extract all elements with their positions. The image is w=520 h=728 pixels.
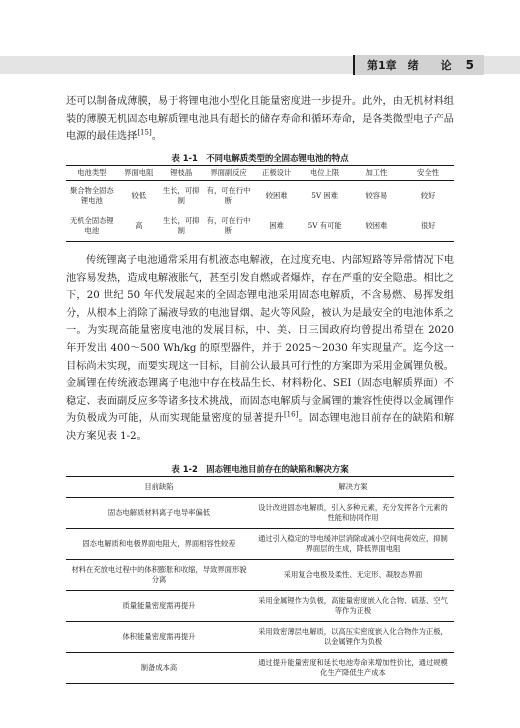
table-1-header-cell: 界面副反应 (210, 168, 247, 177)
paragraph-1-text: 还可以制备成薄膜，易于将锂电池小型化且能量密度进一步提升。此外，由无机材料组装的薄膜无机固态电解质锂电池具有超长的储存寿命和循环寿命，是各类微型电子产品电源的最佳选择 (66, 96, 454, 143)
table-2-header-cell: 解决方案 (338, 482, 368, 491)
table-row (66, 591, 454, 622)
table-cell: 高 (135, 221, 143, 230)
table-cell: 采用复合电极及柔性、无定形、凝胶态界面 (283, 570, 423, 579)
table-cell: 生长，可抑制 (162, 216, 200, 235)
paragraph-2-text: 传统锂离子电池通常采用有机液态电解液，在过度充电、内部短路等异常情况下电池容易发热，造成电解液胀气，甚至引发自燃或者爆炸，存在严重的安全隐患。相比之下，20 世纪 50 年代发展起来的全固态锂电池采用固态电解质，不含易燃、易挥发组分，从根本上消除了漏液导致的电池冒烟、起火等风险，被认为是最安全的电池体系之一。为实现高能量密度电池的发展目标，中、美、日三国政府均曾提出希望在 2020 年开发出 400～500 Wh/kg 的原型器件，并于 2025～2030 年实现量产。迄今这一目标尚未实现，而要实现这一目标，目前公认最具可行性的方案即为采用金属锂负极。金属锂在传统液态锂离子电池中存在枝晶生长、材料粉化、SEI（固态电解质界面）不稳定、表面副反应多等诸多技术挑战，而固态电解质与金属锂的兼容性使得以金属锂作为负极成为可能，从而实现能量密度的显著提升 (66, 255, 454, 425)
table-cell: 生长，可抑制 (162, 186, 200, 205)
table-cell: 固态电解质和电极界面电阻大，界面相容性较差 (82, 539, 236, 548)
table-cell: 困难 (269, 221, 284, 230)
table-2 (66, 476, 454, 684)
table-cell: 制备成本高 (140, 663, 178, 672)
table-1-header-cell: 界面电阻 (124, 168, 154, 177)
table-1-caption: 表 1-1 不同电解质类型的全固态锂电池的特点 (171, 153, 349, 163)
table-cell: 采用金属锂作为负极，高能量密度嵌入化合物、硫基、空气等作为正极 (258, 596, 448, 615)
table-row (66, 529, 454, 560)
paragraph-2 (66, 252, 454, 446)
table-row (66, 653, 454, 684)
table-row (66, 560, 454, 591)
paragraph-1-end: 。 (151, 131, 162, 143)
table-1-header-cell: 电池类型 (77, 168, 107, 177)
table-cell: 较好 (420, 191, 436, 200)
table-1-header-cell: 安全性 (417, 168, 440, 177)
table-1-header-cell: 正极设计 (262, 168, 292, 177)
table-row (66, 498, 454, 529)
table-cell: 聚合物全固态锂电池 (69, 186, 114, 205)
table-1 (66, 165, 454, 242)
table-cell: 固态电解质材料离子电导率偏低 (107, 508, 211, 517)
table-cell: 5V 有可能 (307, 221, 342, 230)
paragraph-2-end: 。固态锂电池目前存在的缺陷和解决方案见表 1-2。 (66, 413, 455, 442)
table-cell: 质量能量密度需再提升 (122, 601, 196, 610)
table-2-caption: 表 1-2 固态锂电池目前存在的缺陷和解决方案 (171, 464, 349, 474)
citation-16: [16] (283, 410, 299, 419)
table-cell: 通过引入稳定的导电缓冲层消除或减小空间电荷效应，抑制界面层的生成，降低界面电阻 (258, 534, 448, 553)
table-row (66, 211, 454, 242)
table-1-header-cell: 加工性 (365, 168, 388, 177)
table-cell: 5V 困难 (311, 191, 339, 200)
table-2-header-row (66, 477, 454, 498)
citation-15: [15] (137, 128, 152, 137)
table-cell: 较低 (131, 191, 147, 200)
table-row (66, 622, 454, 653)
table-cell: 材料在充放电过程中的体积膨胀和收缩，导致界面形貌分离 (71, 565, 247, 584)
table-cell: 设计改进固态电解质，引入多种元素，充分发挥各个元素的性能和协同作用 (258, 503, 448, 522)
chapter-title: 第1章 绪 论 (366, 59, 452, 72)
table-cell: 较容易 (365, 191, 388, 200)
table-cell: 较困难 (265, 191, 288, 200)
table-row (66, 181, 454, 212)
table-cell: 无机全固态锂电池 (69, 216, 114, 235)
table-cell: 有，可在行中断 (206, 216, 251, 235)
table-1-header-cell: 锂枝晶 (170, 168, 193, 177)
table-cell: 采用致密薄层电解质，以高压实密度嵌入化合物作为正极，以金属锂作为负极 (258, 627, 448, 646)
running-header (353, 55, 484, 75)
table-1-header-row (66, 166, 454, 181)
table-cell: 体积能量密度需再提升 (122, 632, 196, 641)
table-cell: 很好 (420, 221, 436, 230)
page-number: 5 (465, 58, 474, 72)
table-cell: 通过提升能量密度和延长电池寿命来增加性价比，通过规模化生产降低生产成本 (258, 658, 448, 677)
table-cell: 较困难 (365, 221, 388, 230)
paragraph-1 (66, 93, 454, 146)
table-2-header-cell: 目前缺陷 (144, 482, 174, 491)
table-cell: 有，可在行中断 (206, 186, 251, 205)
table-1-header-cell: 电位上限 (310, 168, 340, 177)
